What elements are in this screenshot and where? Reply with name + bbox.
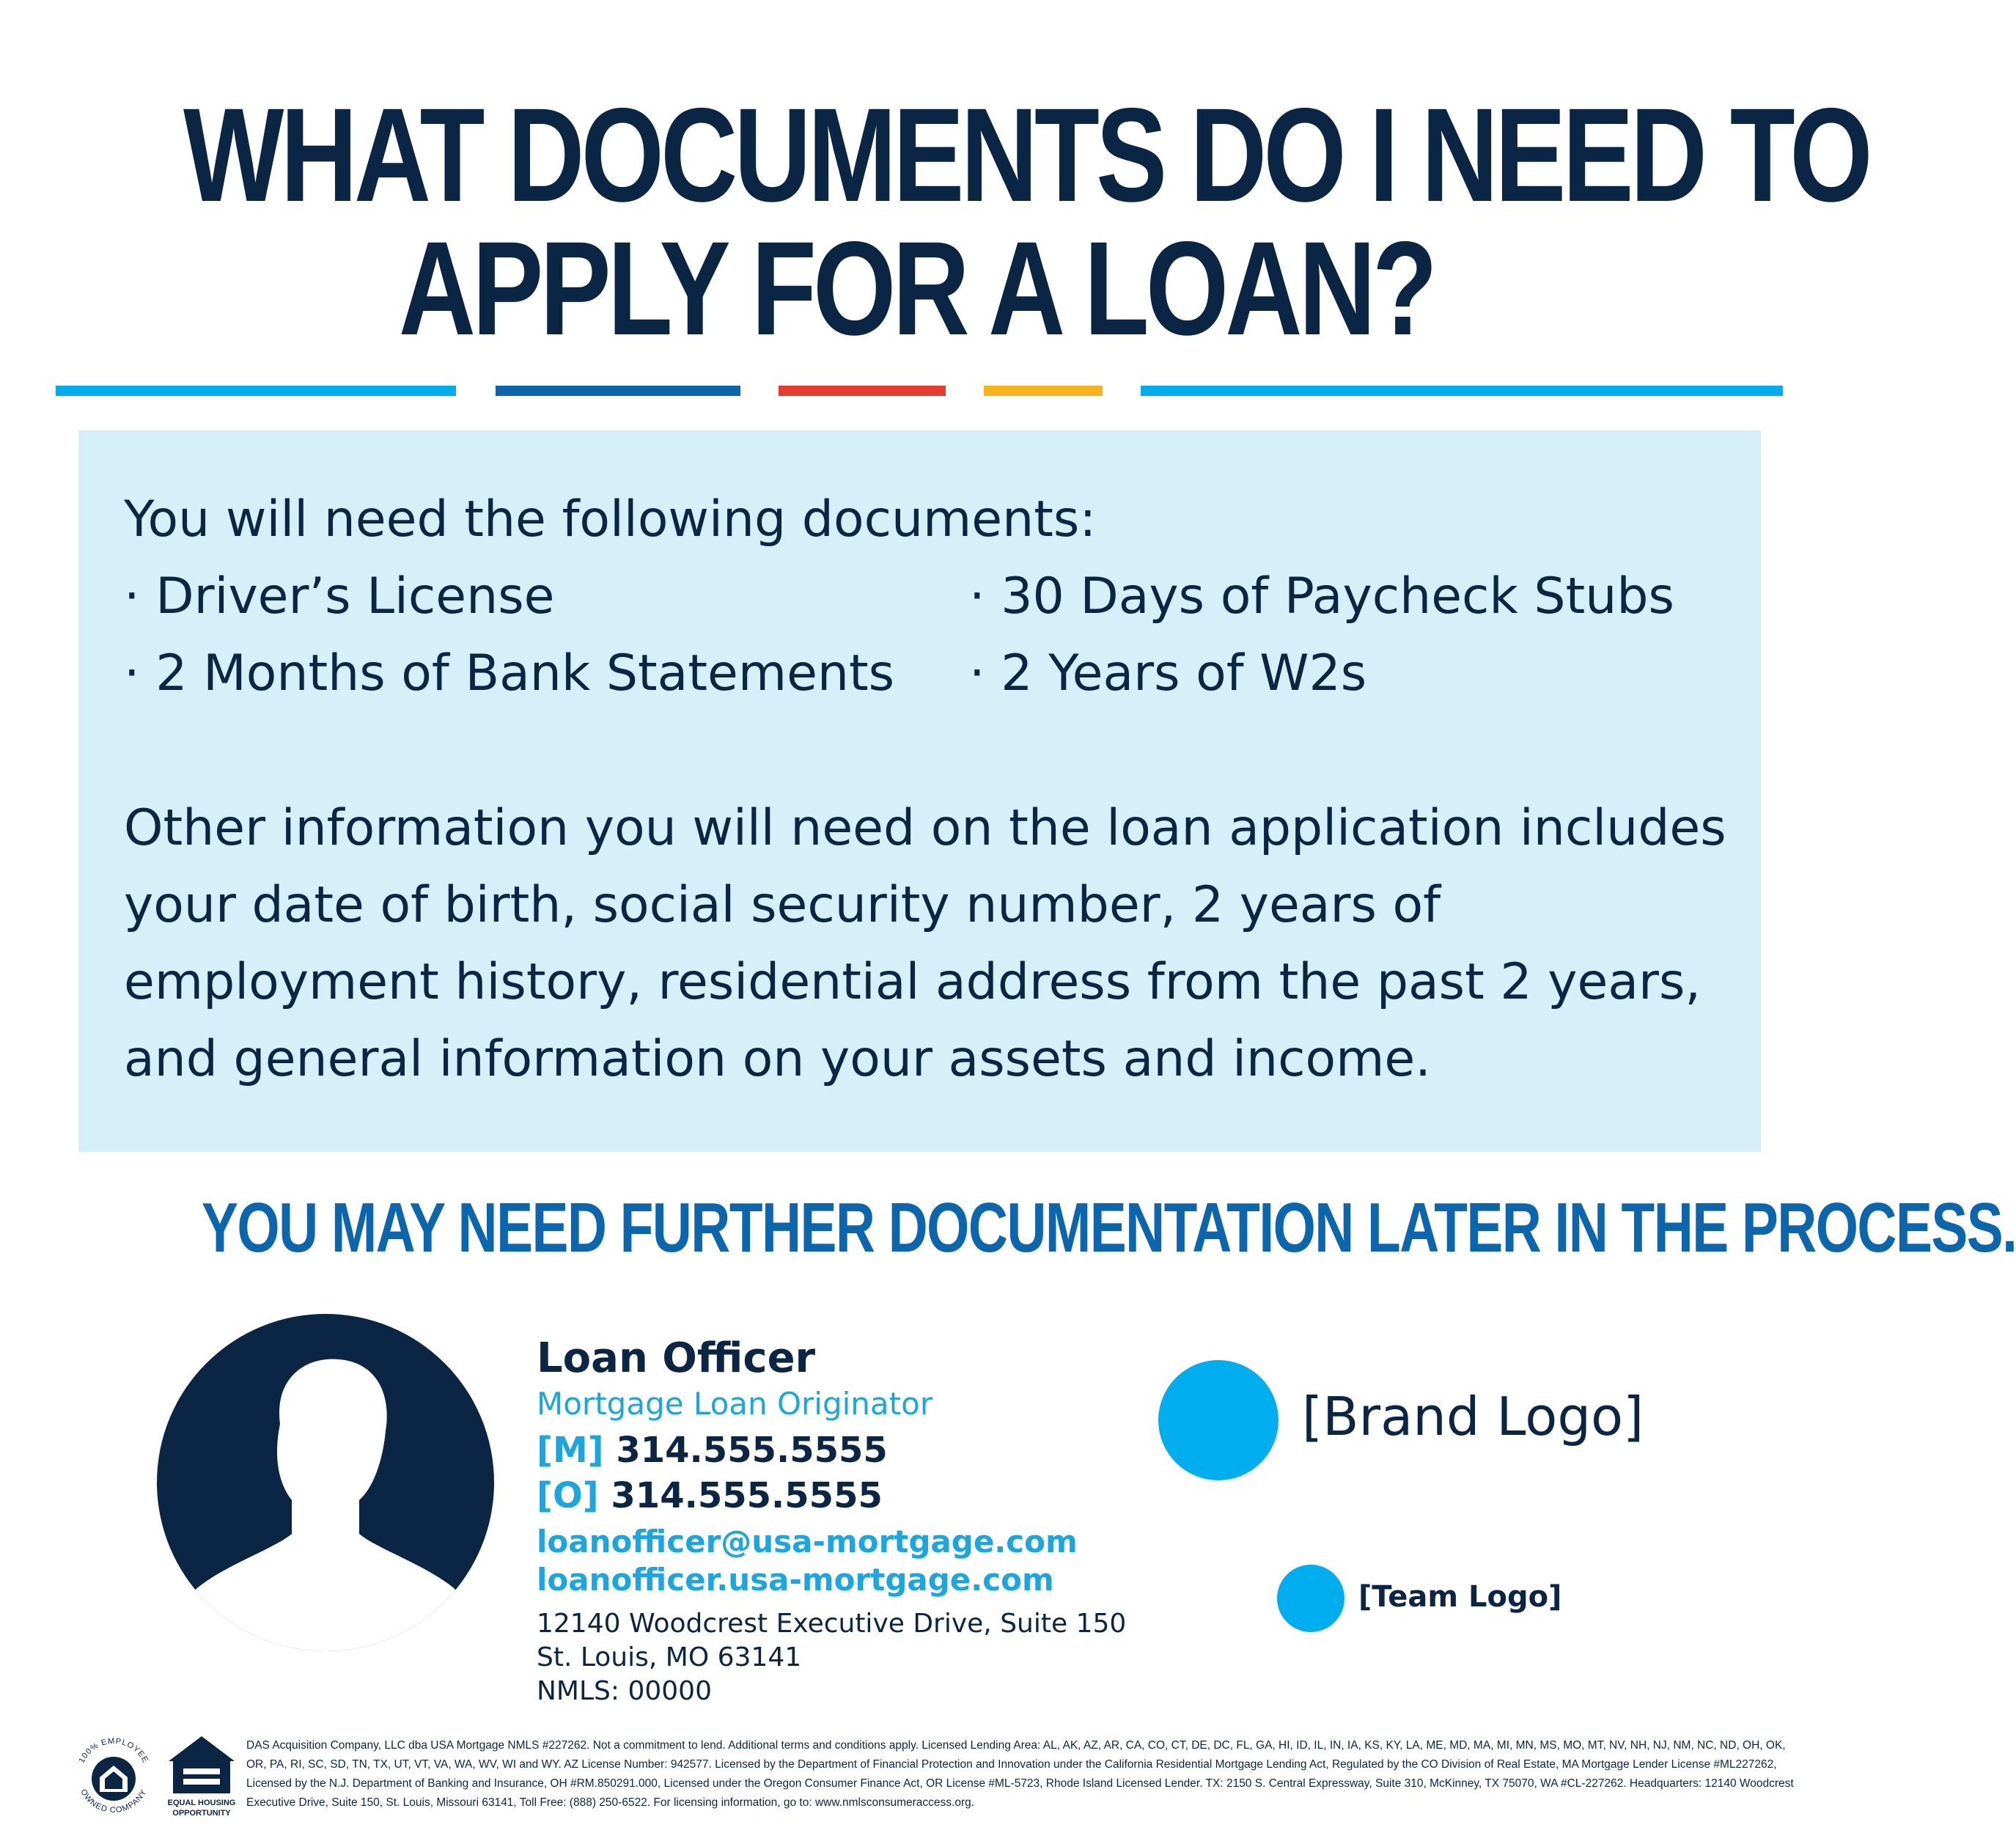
office-number: 314.555.5555 [611, 1475, 883, 1516]
divider-bar-2 [496, 386, 740, 396]
document-item: · 2 Months of Bank Statements [124, 644, 895, 702]
website-link[interactable]: loanofficer.usa-mortgage.com [537, 1562, 1054, 1598]
email-link[interactable]: loanofficer@usa-mortgage.com [537, 1524, 1078, 1560]
legal-disclaimer: DAS Acquisition Company, LLC dba USA Mortgage NMLS #227262. Not a commitment to lend. Additional terms and conditions apply. Licensed Lending Area: AL, AK, AZ, AR, CA, CO, CT, DE, DC, FL, GA, HI, ID, IL, IN, IA, KS, KY, LA, ME, MD, MA, MI, MN, MS, MO, MT, NV, NH, NJ, NM, NC, ND, OH, OK, OR, PA, RI, SC, SD, TN, TX, UT, VT, VA, WA, WV, WI and WY. AZ License Number: 942577. Licensed by the Department of Financial Protection and Innovation under the California Residential Mortgage Lending Act, Regulated by the CO Division of Real Estate, MA Mortgage Lender License #ML227262, Licensed by the N.J. Department of Banking and Insurance, OH #RM.850291.000, Licensed under the Oregon Consumer Finance Act, OR License #ML-5723, Rhode Island Licensed Lender. TX: 2150 S. Central Expressway, Suite 310, McKinney, TX 75070, WA #CL-227262. Headquarters: 12140 Woodcrest Executive Drive, Suite 150, St. Louis, Missouri 63141, Toll Free: (888) 250-6522. For licensing information, go to: www.nmlsconsumeraccess.org. [246, 1739, 1794, 1809]
address-line-1: 12140 Woodcrest Executive Drive, Suite 150 [537, 1609, 1127, 1639]
further-documentation-notice: YOU MAY NEED FURTHER DOCUMENTATION LATER IN THE PROCESS. [202, 1189, 2016, 1267]
brand-logo-placeholder: [Brand Logo] [1302, 1386, 1644, 1447]
page-title-line-1: WHAT DOCUMENTS DO I NEED TO [183, 80, 1869, 229]
document-item: · 30 Days of Paycheck Stubs [969, 567, 1674, 625]
team-logo-placeholder: [Team Logo] [1358, 1580, 1562, 1614]
equal-housing-opportunity-icon [161, 1732, 242, 1821]
page-title [183, 80, 1869, 363]
brand-logo-circle-icon [1158, 1360, 1279, 1480]
badge-text-top: 100% EMPLOYEE [77, 1736, 150, 1765]
document-item: · Driver’s License [124, 567, 555, 625]
divider-bar-5 [1141, 386, 1783, 396]
documents-intro: You will need the following documents: [124, 491, 1097, 548]
document-item: · 2 Years of W2s [969, 644, 1367, 702]
office-phone[interactable] [537, 1475, 883, 1516]
mobile-phone[interactable] [537, 1430, 888, 1471]
avatar-silhouette-icon [157, 1314, 494, 1651]
loan-officer-role: Mortgage Loan Originator [537, 1386, 933, 1422]
documents-panel [78, 430, 1761, 1152]
mobile-number: 314.555.5555 [616, 1430, 888, 1471]
address-line-2: St. Louis, MO 63141 [537, 1642, 802, 1672]
equal-housing-text-1: EQUAL HOUSING [167, 1799, 236, 1807]
divider-bar-4 [984, 386, 1103, 396]
badge-text-bottom: OWNED COMPANY [78, 1788, 149, 1815]
equal-housing-text-2: OPPORTUNITY [172, 1809, 231, 1818]
mobile-label: [M] [537, 1430, 604, 1471]
employee-owned-badge-icon [67, 1730, 160, 1823]
loan-officer-name: Loan Officer [537, 1334, 816, 1382]
divider-bar-1 [56, 386, 456, 396]
other-information-paragraph: Other information you will need on the loan application includes your date of birth, social security number, 2 years of employment history, residential address from the past 2 years, and general information on your assets and income. [124, 799, 1726, 1088]
office-label: [O] [537, 1475, 599, 1516]
nmls-number: NMLS: 00000 [537, 1676, 712, 1706]
page-title-line-2: APPLY FOR A LOAN? [398, 213, 1435, 363]
divider-bar-3 [779, 386, 946, 396]
team-logo-circle-icon [1277, 1565, 1344, 1632]
